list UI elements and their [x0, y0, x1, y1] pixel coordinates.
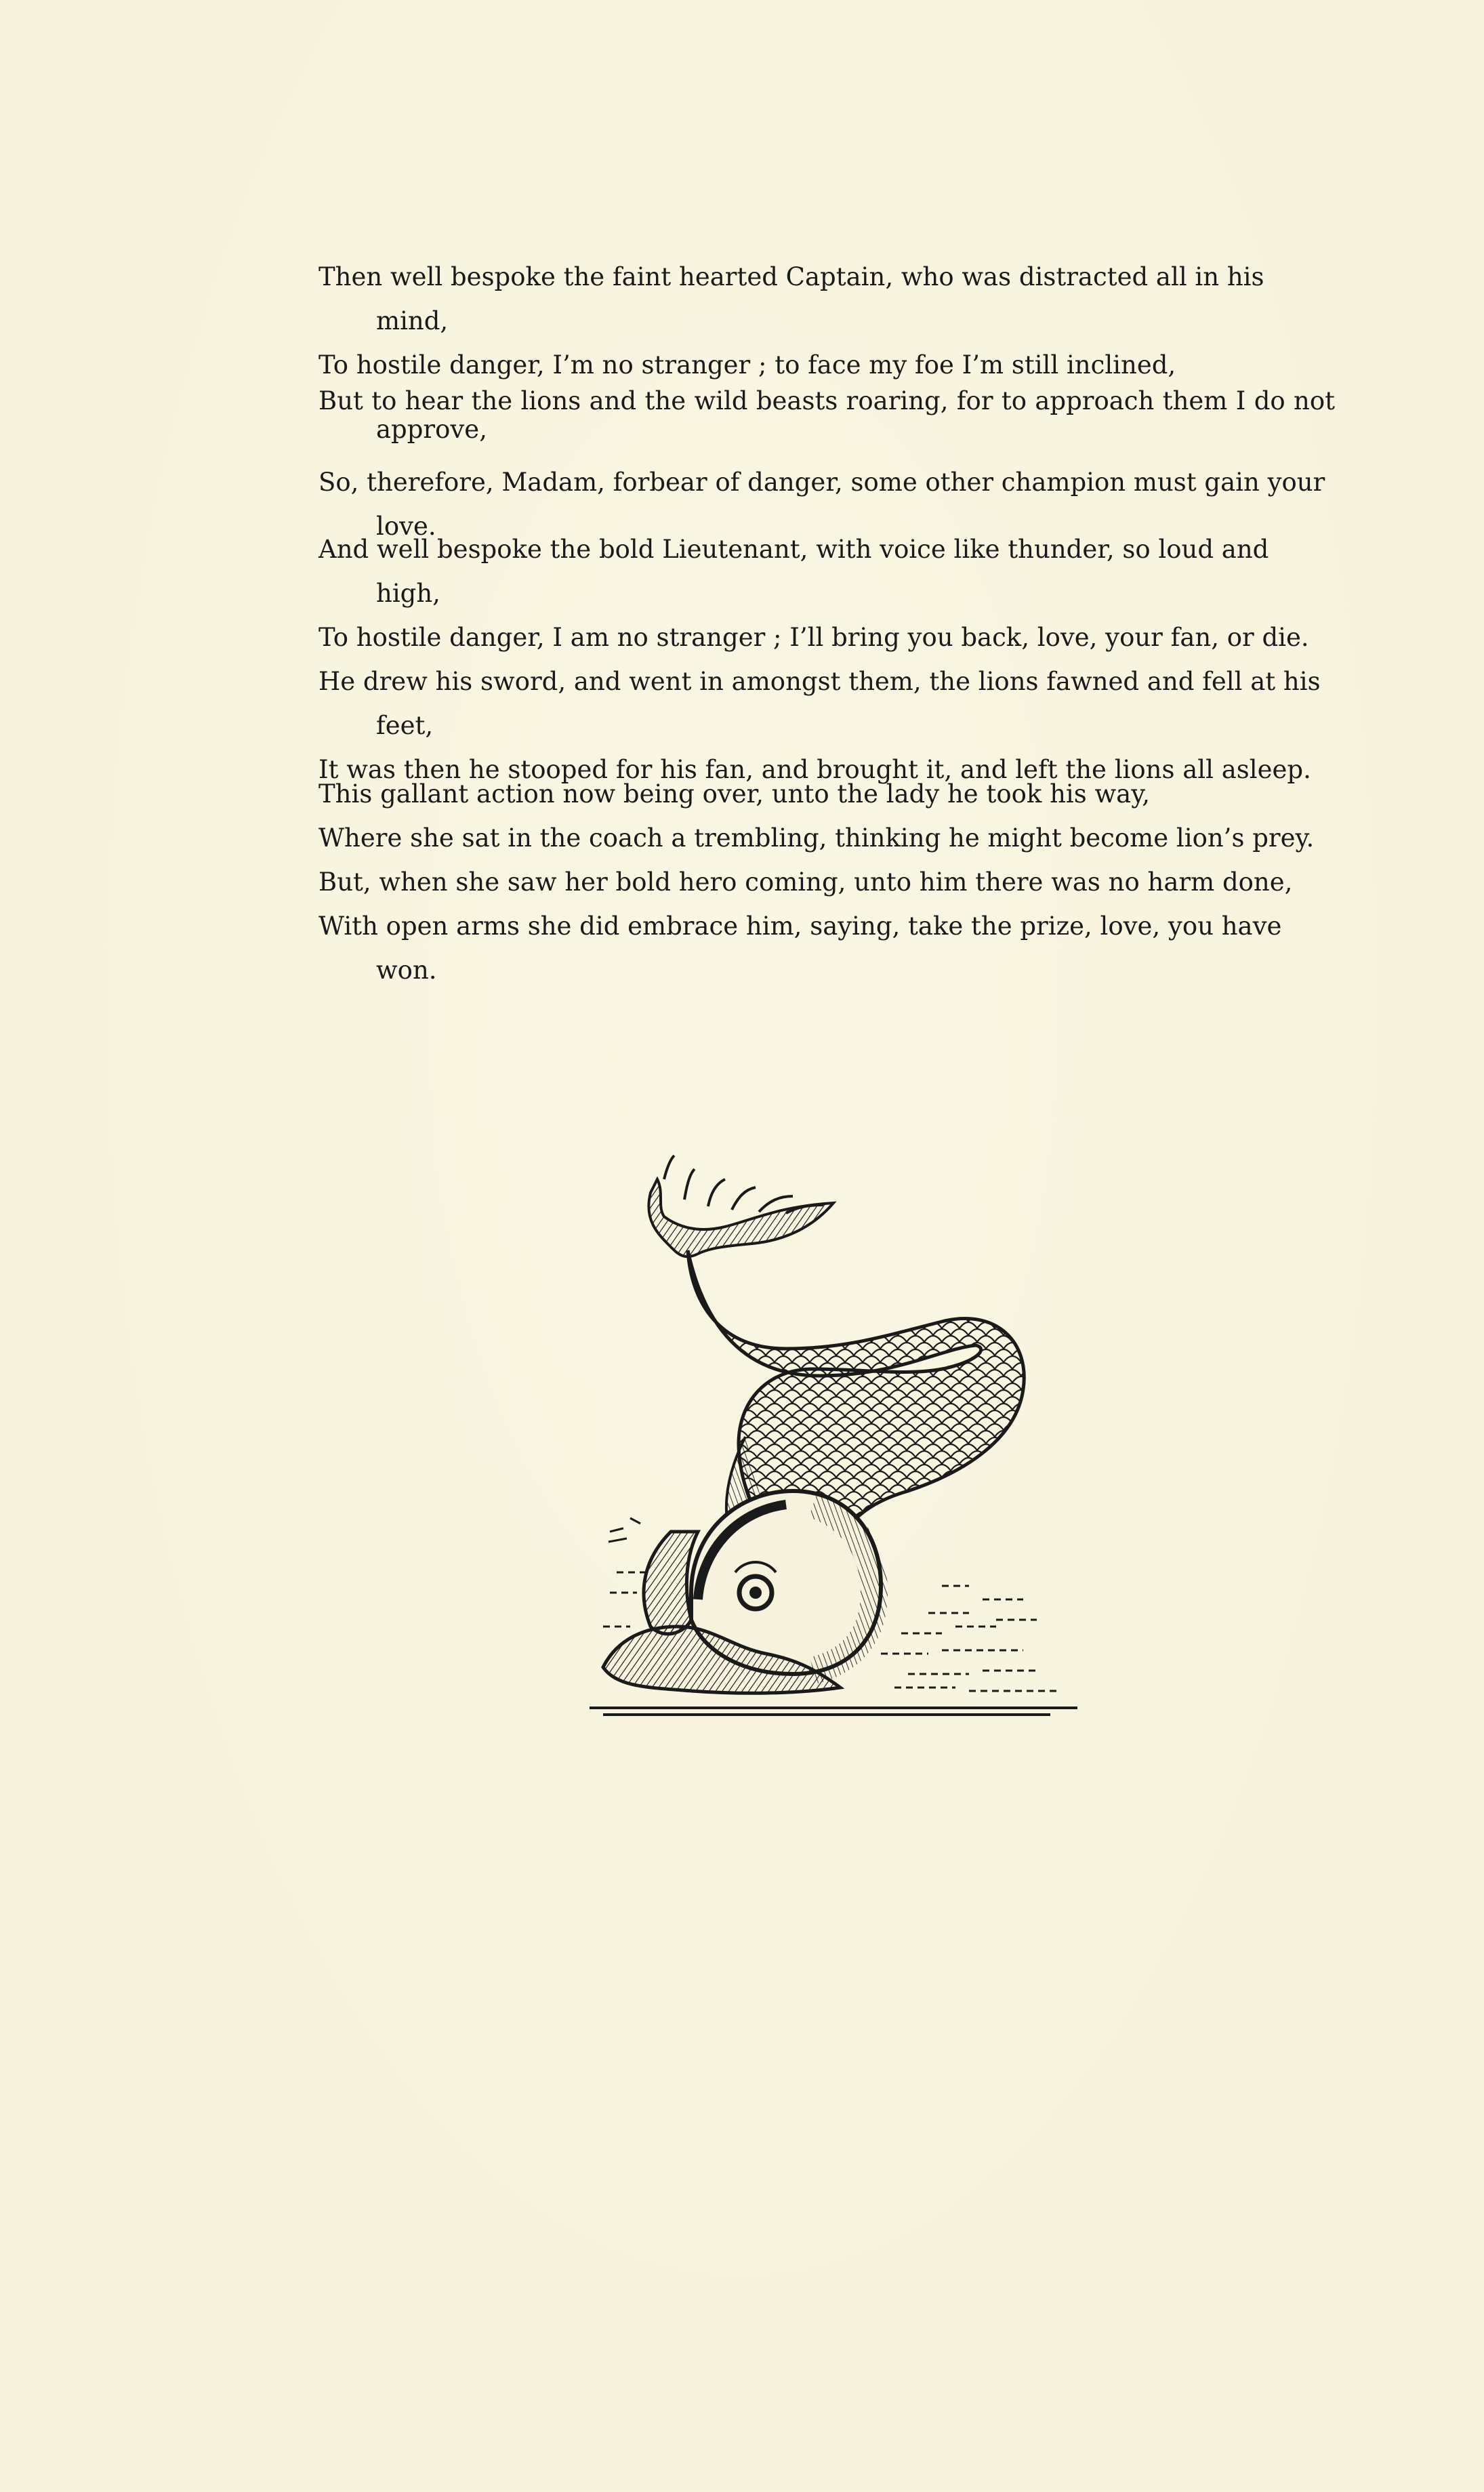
tail-fin	[648, 1156, 833, 1257]
stanza-3	[318, 772, 1335, 992]
verse-line: Then well bespoke the faint hearted Captain, who was distracted all in his mind,	[318, 262, 1264, 335]
verse-line: It was then he stooped for his fan, and brought it, and left the lions all asleep.	[318, 755, 1311, 784]
verse-line: But to hear the lions and the wild beasts roaring, for to approach them I do not approve,	[318, 386, 1335, 444]
dolphin-woodcut-icon	[590, 1152, 1077, 1762]
verse-line: To hostile danger, I’m no stranger ; to face my foe I’m still inclined,	[318, 350, 1176, 380]
verse-line: He drew his sword, and went in amongst them, the lions fawned and fell at his feet,	[318, 667, 1321, 740]
verse-line: Where she sat in the coach a trembling, thinking he might become lion’s prey.	[318, 823, 1315, 853]
verse-line: This gallant action now being over, unto the lady he took his way,	[318, 779, 1150, 809]
verse-line: And well bespoke the bold Lieutenant, with voice like thunder, so loud and high,	[318, 535, 1269, 608]
stanza-1	[318, 255, 1335, 548]
verse-line: To hostile danger, I am no stranger ; I’ll bring you back, love, your fan, or die.	[318, 623, 1309, 652]
verse-line: So, therefore, Madam, forbear of danger, some other champion must gain your love.	[318, 468, 1325, 541]
stanza-2	[318, 527, 1335, 792]
verse-line: With open arms she did embrace him, saying, take the prize, love, you have won.	[318, 912, 1282, 985]
verse-line: But, when she saw her bold hero coming, unto him there was no harm done,	[318, 867, 1293, 897]
